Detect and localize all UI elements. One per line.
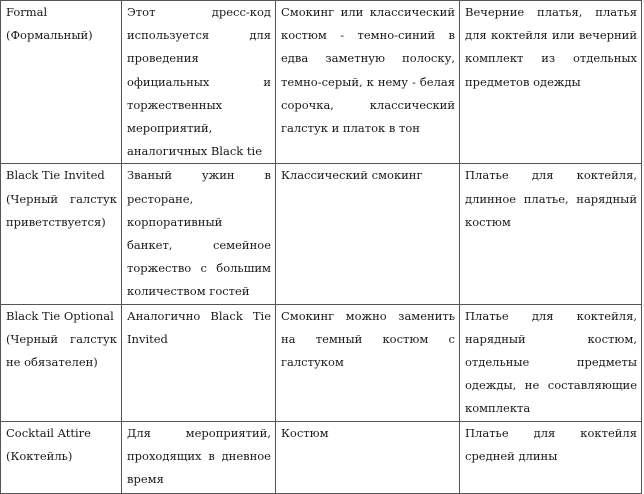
women-attire-cell: Вечерние платья, платья для коктейля или вечерний комплект из отдельных предметов одежды <box>460 1 642 164</box>
occasion-cell: Званый ужин в ресторане, корпоративный банкет, семейное торжество с большим количеством гостей <box>122 164 276 304</box>
women-attire-cell: Платье для коктейля, нарядный костюм, отдельные предметы одежды, не составляющие комплекта <box>460 304 642 421</box>
occasion-cell: Аналогично Black Tie Invited <box>122 304 276 421</box>
style-name-ru: (Коктейль) <box>6 448 73 463</box>
men-attire-cell: Смокинг можно заменить на темный костюм с галстуком <box>276 304 460 421</box>
table-row <box>1 164 642 304</box>
style-name-ru: (Черный галстук не обязателен) <box>6 331 117 370</box>
women-attire-cell: Платье для коктейля, длинное платье, нарядный костюм <box>460 164 642 304</box>
men-attire-cell: Костюм <box>276 421 460 493</box>
occasion-cell: Для мероприятий, проходящих в дневное время <box>122 421 276 493</box>
occasion-cell: Этот дресс-код используется для проведения официальных и торжественных мероприятий, аналогичных Black tie <box>122 1 276 164</box>
style-name: Cocktail Attire <box>6 425 91 440</box>
style-name-ru: (Формальный) <box>6 28 93 43</box>
table-row <box>1 1 642 164</box>
style-cell <box>1 164 122 304</box>
style-cell <box>1 421 122 493</box>
style-cell <box>1 304 122 421</box>
table-row <box>1 304 642 421</box>
style-name-ru: (Черный галстук приветствуется) <box>6 191 117 229</box>
style-name: Black Tie Optional <box>6 308 114 323</box>
men-attire-cell: Смокинг или классический костюм - темно-синий в едва заметную полоску, темно-серый, к нему - белая сорочка, классический галстук и платок в тон <box>276 1 460 164</box>
men-attire-cell: Классический смокинг <box>276 164 460 304</box>
style-name: Black Tie Invited <box>6 168 105 183</box>
style-name: Formal <box>6 5 48 19</box>
women-attire-cell: Платье для коктейля средней длины <box>460 421 642 493</box>
style-cell <box>1 1 122 164</box>
table-row <box>1 421 642 493</box>
